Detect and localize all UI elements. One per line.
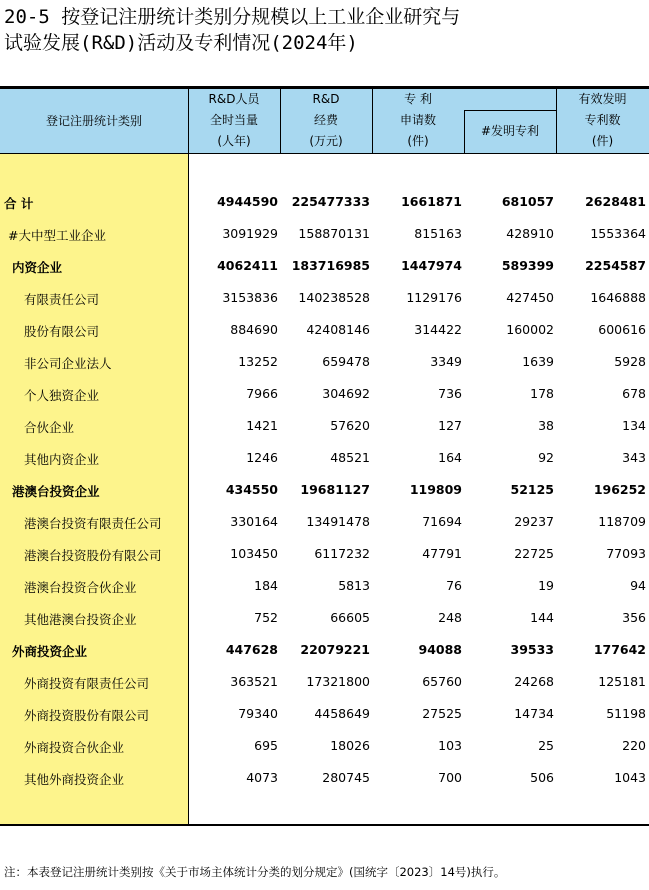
table-row: [0, 666, 649, 698]
title-line-1: 20-5 按登记注册统计类别分规模以上工业企业研究与: [4, 6, 461, 28]
row-label: 其他内资企业: [24, 452, 100, 467]
header-text: (件): [407, 134, 429, 148]
row-value: 160002: [506, 322, 554, 337]
header-rd-expenditure: [280, 89, 372, 152]
header-text: R&D: [312, 92, 340, 106]
row-value: 752: [254, 610, 278, 625]
row-value: 119809: [409, 482, 462, 497]
row-value: 3091929: [222, 226, 278, 241]
row-value: 140238528: [298, 290, 370, 305]
row-value: 5813: [338, 578, 370, 593]
row-value: 1661871: [401, 194, 462, 209]
row-label: 个人独资企业: [24, 388, 100, 403]
row-value: 177642: [593, 642, 646, 657]
row-label: #大中型工业企业: [8, 228, 106, 243]
row-value: 220: [622, 738, 646, 753]
table-row: [0, 186, 649, 218]
row-value: 118709: [598, 514, 646, 529]
row-label: 外商投资合伙企业: [24, 740, 125, 755]
table-row: [0, 442, 649, 474]
table-row: [0, 282, 649, 314]
row-value: 600616: [598, 322, 646, 337]
row-value: 7966: [246, 386, 278, 401]
row-value: 363521: [230, 674, 278, 689]
row-label: 外商投资股份有限公司: [24, 708, 150, 723]
header-text: (万元): [309, 134, 343, 148]
row-value: 24268: [514, 674, 554, 689]
table-row: [0, 730, 649, 762]
row-value: 678: [622, 386, 646, 401]
row-value: 884690: [230, 322, 278, 337]
row-value: 427450: [506, 290, 554, 305]
row-value: 280745: [322, 770, 370, 785]
header-text: (件): [591, 134, 614, 148]
row-value: 428910: [506, 226, 554, 241]
row-value: 700: [438, 770, 462, 785]
page-title: [4, 4, 460, 56]
header-category: 登记注册统计类别: [45, 114, 142, 128]
header-valid-invention-patents: [556, 89, 649, 152]
row-value: 65760: [422, 674, 462, 689]
row-label: 非公司企业法人: [24, 356, 112, 371]
row-value: 92: [538, 450, 554, 465]
row-value: 356: [622, 610, 646, 625]
row-value: 330164: [230, 514, 278, 529]
row-value: 314422: [414, 322, 462, 337]
row-value: 48521: [330, 450, 370, 465]
footnote: 注：本表登记注册统计类别按《关于市场主体统计分类的划分规定》(国统字〔2023〕14号)执行。: [4, 865, 506, 879]
row-value: 681057: [501, 194, 554, 209]
row-value: 19: [538, 578, 554, 593]
row-label: 股份有限公司: [24, 324, 100, 339]
table-row: [0, 762, 649, 794]
table-row: [0, 538, 649, 570]
row-value: 434550: [225, 482, 278, 497]
row-value: 127: [438, 418, 462, 433]
row-value: 57620: [330, 418, 370, 433]
row-value: 94: [630, 578, 646, 593]
row-label: 其他外商投资企业: [24, 772, 125, 787]
row-value: 38: [538, 418, 554, 433]
row-value: 39533: [510, 642, 554, 657]
row-label: 外商投资企业: [12, 644, 88, 659]
row-value: 343: [622, 450, 646, 465]
table-bottom-rule: [0, 824, 649, 826]
row-value: 17321800: [306, 674, 370, 689]
row-value: 19681127: [300, 482, 370, 497]
table-row: [0, 602, 649, 634]
row-value: 27525: [422, 706, 462, 721]
header-patent-group: 专 利: [404, 92, 432, 106]
row-value: 13252: [238, 354, 278, 369]
row-label: 外商投资有限责任公司: [24, 676, 150, 691]
row-value: 103450: [230, 546, 278, 561]
header-rd-personnel: [188, 89, 280, 152]
header-text: R&D人员: [208, 92, 260, 106]
row-value: 25: [538, 738, 554, 753]
header-patent-applications: [372, 110, 464, 152]
row-value: 76: [446, 578, 462, 593]
row-value: 183716985: [291, 258, 370, 273]
row-value: 1129176: [406, 290, 462, 305]
row-value: 14734: [514, 706, 554, 721]
row-value: 815163: [414, 226, 462, 241]
header-text: (人年): [217, 134, 251, 148]
row-label: 港澳台投资股份有限公司: [24, 548, 162, 563]
row-label: 合 计: [4, 196, 34, 211]
row-value: 22079221: [300, 642, 370, 657]
row-value: 659478: [322, 354, 370, 369]
row-label: 合伙企业: [24, 420, 75, 435]
row-value: 736: [438, 386, 462, 401]
header-text: 全时当量: [209, 113, 258, 127]
row-label: 有限责任公司: [24, 292, 100, 307]
row-value: 1447974: [401, 258, 462, 273]
header-text: 经费: [313, 113, 338, 127]
row-value: 3349: [430, 354, 462, 369]
table-row: [0, 314, 649, 346]
table-row: [0, 698, 649, 730]
row-value: 1043: [614, 770, 646, 785]
table-row: [0, 634, 649, 666]
table-row: [0, 218, 649, 250]
row-value: 196252: [593, 482, 646, 497]
row-value: 1421: [246, 418, 278, 433]
row-value: 13491478: [306, 514, 370, 529]
row-value: 77093: [606, 546, 646, 561]
row-value: 3153836: [222, 290, 278, 305]
table-row: [0, 378, 649, 410]
row-value: 125181: [598, 674, 646, 689]
row-value: 184: [254, 578, 278, 593]
row-value: 695: [254, 738, 278, 753]
title-line-2: 试验发展(R&D)活动及专利情况(2024年): [4, 32, 358, 54]
table-row: [0, 250, 649, 282]
row-value: 103: [438, 738, 462, 753]
row-value: 47791: [422, 546, 462, 561]
row-value: 589399: [501, 258, 554, 273]
row-value: 4944590: [217, 194, 278, 209]
row-value: 4062411: [217, 258, 278, 273]
row-value: 5928: [614, 354, 646, 369]
row-value: 144: [530, 610, 554, 625]
row-value: 1639: [522, 354, 554, 369]
table-row: [0, 474, 649, 506]
header-text: 有效发明: [578, 92, 627, 106]
row-value: 164: [438, 450, 462, 465]
row-value: 4458649: [314, 706, 370, 721]
row-value: 29237: [514, 514, 554, 529]
row-value: 178: [530, 386, 554, 401]
row-value: 248: [438, 610, 462, 625]
table-row: [0, 570, 649, 602]
row-value: 225477333: [291, 194, 370, 209]
row-value: 66605: [330, 610, 370, 625]
row-label: 内资企业: [12, 260, 63, 275]
row-value: 447628: [225, 642, 278, 657]
header-bottom-rule: [0, 153, 649, 154]
header-text: 申请数: [399, 113, 436, 127]
row-value: 2254587: [585, 258, 646, 273]
row-value: 51198: [606, 706, 646, 721]
row-value: 158870131: [298, 226, 370, 241]
header-split-line: [464, 110, 556, 111]
table-row: [0, 346, 649, 378]
row-value: 94088: [418, 642, 462, 657]
row-value: 4073: [246, 770, 278, 785]
row-value: 71694: [422, 514, 462, 529]
row-value: 42408146: [306, 322, 370, 337]
row-value: 1646888: [590, 290, 646, 305]
row-label: 港澳台投资企业: [12, 484, 100, 499]
row-value: 18026: [330, 738, 370, 753]
row-label: 其他港澳台投资企业: [24, 612, 137, 627]
row-value: 79340: [238, 706, 278, 721]
row-value: 134: [622, 418, 646, 433]
row-label: 港澳台投资有限责任公司: [24, 516, 162, 531]
header-invention-patents: #发明专利: [480, 124, 540, 138]
row-label: 港澳台投资合伙企业: [24, 580, 137, 595]
row-value: 22725: [514, 546, 554, 561]
row-value: 52125: [510, 482, 554, 497]
header-text: 专利数: [584, 113, 621, 127]
row-value: 304692: [322, 386, 370, 401]
row-value: 2628481: [585, 194, 646, 209]
table-row: [0, 410, 649, 442]
row-value: 1553364: [590, 226, 646, 241]
row-value: 6117232: [314, 546, 370, 561]
table-row: [0, 506, 649, 538]
row-value: 506: [530, 770, 554, 785]
row-value: 1246: [246, 450, 278, 465]
